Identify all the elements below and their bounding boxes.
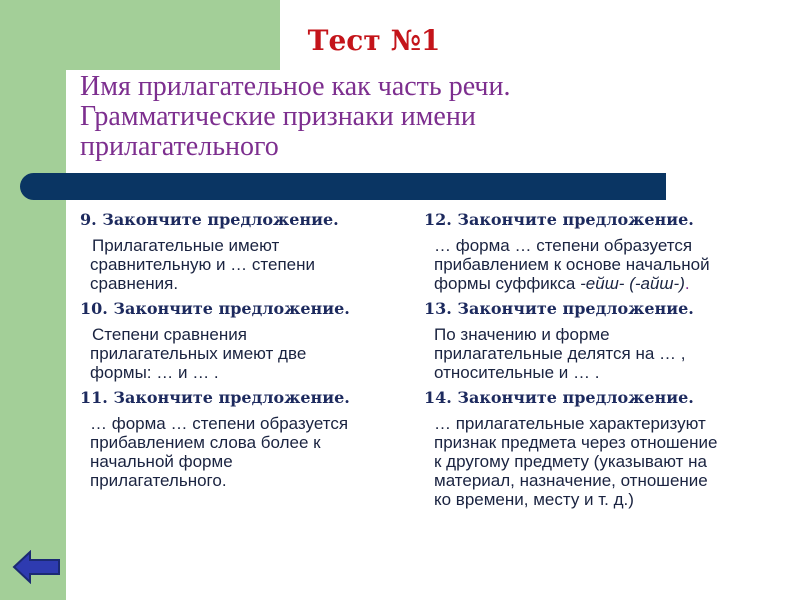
text-line: к другому предмету (указывают на xyxy=(434,452,707,471)
question-text xyxy=(434,325,784,382)
question-text xyxy=(434,236,784,293)
slide-heading xyxy=(80,72,680,162)
question-14 xyxy=(424,388,784,509)
text-line: По значению и форме xyxy=(434,325,610,344)
text-line: сравнительную и … степени xyxy=(90,255,315,274)
question-10 xyxy=(80,299,410,382)
heading-line: прилагательного xyxy=(80,131,279,162)
test-title: Тест №1 xyxy=(307,24,441,57)
text-line: … форма … степени образуется xyxy=(90,414,349,433)
question-9 xyxy=(80,210,410,293)
text-fragment: формы суффикса xyxy=(434,274,581,293)
heading-line: Грамматические признаки имени xyxy=(80,101,476,132)
question-text xyxy=(90,414,410,490)
text-line: прилагательные делятся на … , xyxy=(434,344,686,363)
text-line: сравнения. xyxy=(90,274,179,293)
question-12 xyxy=(424,210,784,293)
heading-line: Имя прилагательное как часть речи. xyxy=(80,71,511,102)
back-button[interactable] xyxy=(12,550,62,584)
arrow-left-icon xyxy=(12,550,62,584)
text-line: … прилагательные характеризуют xyxy=(434,414,706,433)
text-line: ко времени, месту и т. д.) xyxy=(434,490,634,509)
heading-divider-bar xyxy=(20,173,666,200)
text-line: прилагательного. xyxy=(90,471,227,490)
text-line: прибавлением слова более к xyxy=(90,433,321,452)
text-line: относительные и … . xyxy=(434,363,600,382)
text-fragment: . xyxy=(684,274,690,293)
question-title: 14. Закончите предложение. xyxy=(424,388,694,407)
question-title: 12. Закончите предложение. xyxy=(424,210,694,229)
text-line: Степени сравнения xyxy=(92,325,247,344)
question-text xyxy=(434,414,784,509)
text-line xyxy=(434,274,784,293)
question-title: 10. Закончите предложение. xyxy=(80,299,350,318)
text-line: формы: … и … . xyxy=(90,363,219,382)
suffix-text: -ейш- (-айш-) xyxy=(580,274,685,293)
decorative-green-panel xyxy=(0,0,66,600)
question-title: 9. Закончите предложение. xyxy=(80,210,339,229)
question-11 xyxy=(80,388,410,490)
text-line: … форма … степени образуется xyxy=(434,236,693,255)
text-line: прибавлением к основе начальной xyxy=(434,255,710,274)
left-column xyxy=(80,210,410,496)
question-text xyxy=(90,236,410,293)
text-line: материал, назначение, отношение xyxy=(434,471,708,490)
text-line: признак предмета через отношение xyxy=(434,433,718,452)
question-text xyxy=(90,325,410,382)
text-line: прилагательных имеют две xyxy=(90,344,307,363)
question-13 xyxy=(424,299,784,382)
text-line: Прилагательные имеют xyxy=(92,236,280,255)
question-title: 11. Закончите предложение. xyxy=(80,388,350,407)
right-column xyxy=(424,210,784,515)
text-line: начальной форме xyxy=(90,452,233,471)
question-title: 13. Закончите предложение. xyxy=(424,299,694,318)
